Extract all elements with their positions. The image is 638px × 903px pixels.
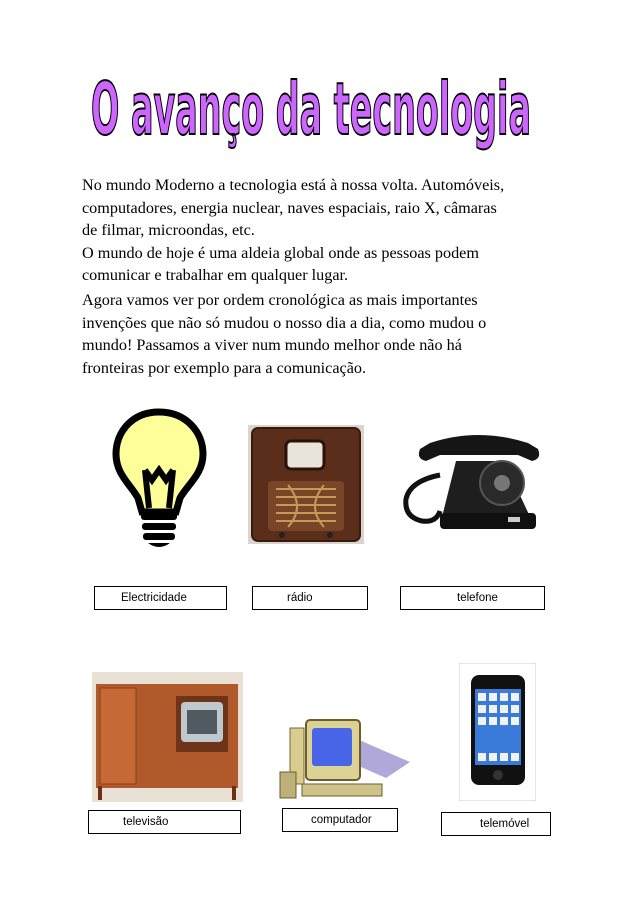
- television-icon: [92, 672, 243, 802]
- mobile-phone-icon: [459, 663, 536, 801]
- telephone-icon: [400, 425, 556, 533]
- label-televisao: televisão: [88, 810, 241, 834]
- label-telefone: telefone: [400, 586, 545, 610]
- label-electricidade: Electricidade: [94, 586, 227, 610]
- computer-icon: [276, 716, 412, 802]
- label-computador: computador: [282, 808, 398, 832]
- intro-paragraph: No mundo Moderno a tecnologia está à nossa volta. Automóveis, computadores, energia nuclear, naves espaciais, raio X, câmaras de filmar, microondas, etc. O mundo de hoje é uma aldeia global onde as pessoas podem comunicar e trabalhar em qualquer lugar.: [82, 176, 505, 284]
- label-radio: rádio: [252, 586, 368, 610]
- label-telemovel: telemóvel: [441, 812, 551, 836]
- title-text: O avanço da tecnologia: [91, 67, 531, 151]
- chronology-paragraph: Agora vamos ver por ordem cronológica as mais importantes invenções que não só mudou o nosso dia a dia, como mudou o mundo! Passamos a viver num mundo melhor onde não há fronteiras por exemplo para a comunicação.: [82, 291, 487, 377]
- radio-icon: [248, 425, 364, 544]
- page-title: [86, 62, 536, 152]
- light-bulb-icon: [112, 408, 207, 551]
